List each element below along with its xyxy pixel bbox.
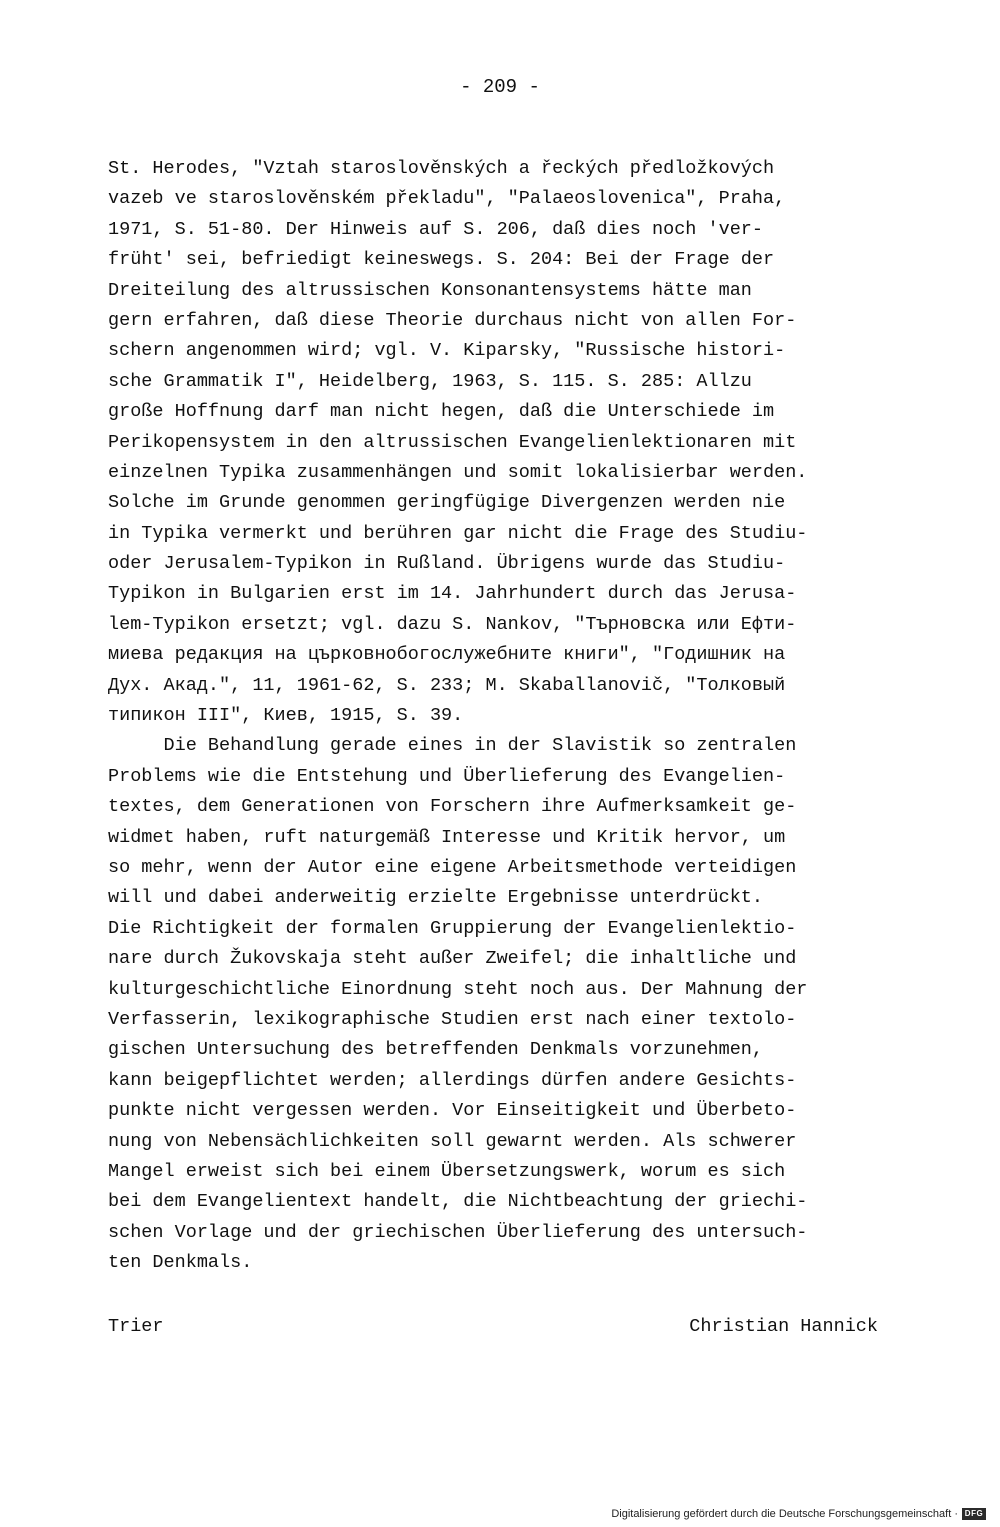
text-line: kulturgeschichtliche Einordnung steht noch aus. Der Mahnung der: [108, 978, 808, 1000]
text-line: vazeb ve staroslověnském překladu", "Palaeoslovenica", Praha,: [108, 188, 786, 210]
text-line: lem-Typikon ersetzt; vgl. dazu S. Nankov, "Търновска или Ефти-: [108, 613, 797, 635]
text-line: kann beigepflichtet werden; allerdings dürfen andere Gesichts-: [108, 1069, 797, 1091]
text-line: schern angenommen wird; vgl. V. Kiparsky, "Russische histori-: [108, 340, 786, 362]
text-line: oder Jerusalem-Typikon in Rußland. Übrigens wurde das Studiu-: [108, 553, 786, 575]
text-line: Solche im Grunde genommen geringfügige Divergenzen werden nie: [108, 492, 786, 514]
text-line: St. Herodes, "Vztah staroslověnských a řeckých předložkových: [108, 158, 775, 179]
page-number: - 209 -: [460, 76, 540, 98]
text-line: große Hoffnung darf man nicht hegen, daß die Unterschiede im: [108, 401, 775, 423]
text-line: nung von Nebensächlichkeiten soll gewarnt werden. Als schwerer: [108, 1130, 797, 1152]
text-line: Perikopensystem in den altrussischen Evangelienlektionaren mit: [108, 431, 797, 453]
text-line: bei dem Evangelientext handelt, die Nichtbeachtung der griechi-: [108, 1191, 808, 1213]
text-line: gern erfahren, daß diese Theorie durchaus nicht von allen For-: [108, 309, 797, 331]
text-line: will und dabei anderweitig erzielte Ergebnisse unterdrückt.: [108, 887, 764, 909]
text-line: textes, dem Generationen von Forschern ihre Aufmerksamkeit ge-: [108, 796, 797, 818]
text-line: 1971, S. 51-80. Der Hinweis auf S. 206, daß dies noch 'ver-: [108, 218, 764, 240]
text-line: sche Grammatik I", Heidelberg, 1963, S. 115. S. 285: Allzu: [108, 370, 752, 392]
text-line: миева редакция на църковнобогослужебните книги", "Годишник на: [108, 644, 786, 666]
text-line: nare durch Žukovskaja steht außer Zweifel; die inhaltliche und: [108, 948, 797, 970]
text-line: Die Behandlung gerade eines in der Slavistik so zentralen: [108, 735, 797, 757]
text-line: einzelnen Typika zusammenhängen und somit lokalisierbar werden.: [108, 461, 808, 483]
text-line: Typikon in Bulgarien erst im 14. Jahrhundert durch das Jerusa-: [108, 583, 797, 605]
text-line: schen Vorlage und der griechischen Überlieferung des untersuch-: [108, 1221, 808, 1243]
text-line: Дух. Акад.", 11, 1961-62, S. 233; M. Skaballanovič, "Толковый: [108, 674, 786, 696]
body-text: [108, 154, 898, 1278]
text-line: widmet haben, ruft naturgemäß Interesse und Kritik hervor, um: [108, 826, 786, 848]
text-line: типикон III", Киев, 1915, S. 39.: [108, 705, 464, 727]
text-line: Die Richtigkeit der formalen Gruppierung der Evangelienlektio-: [108, 917, 797, 939]
text-line: Problems wie die Entstehung und Überlieferung des Evangelien-: [108, 765, 786, 787]
text-line: ten Denkmals.: [108, 1252, 253, 1274]
text-line: punkte nicht vergessen werden. Vor Einseitigkeit und Überbeto-: [108, 1100, 797, 1122]
signature-place: Trier: [108, 1316, 164, 1337]
text-line: Mangel erweist sich bei einem Übersetzungswerk, worum es sich: [108, 1160, 786, 1182]
footer-credit: Digitalisierung gefördert durch die Deutsche Forschungsgemeinschaft ·: [611, 1508, 958, 1520]
text-line: in Typika vermerkt und berühren gar nicht die Frage des Studiu-: [108, 522, 808, 544]
dfg-logo-icon: DFG: [962, 1508, 986, 1520]
text-line: gischen Untersuchung des betreffenden Denkmals vorzunehmen,: [108, 1039, 764, 1061]
text-line: früht' sei, befriedigt keineswegs. S. 204: Bei der Frage der: [108, 249, 775, 271]
footer: [611, 1508, 986, 1520]
signature-author: Christian Hannick: [689, 1316, 878, 1337]
text-line: Dreiteilung des altrussischen Konsonantensystems hätte man: [108, 279, 752, 301]
text-line: Verfasserin, lexikographische Studien erst nach einer textolo-: [108, 1008, 797, 1030]
text-line: so mehr, wenn der Autor eine eigene Arbeitsmethode verteidigen: [108, 856, 797, 878]
